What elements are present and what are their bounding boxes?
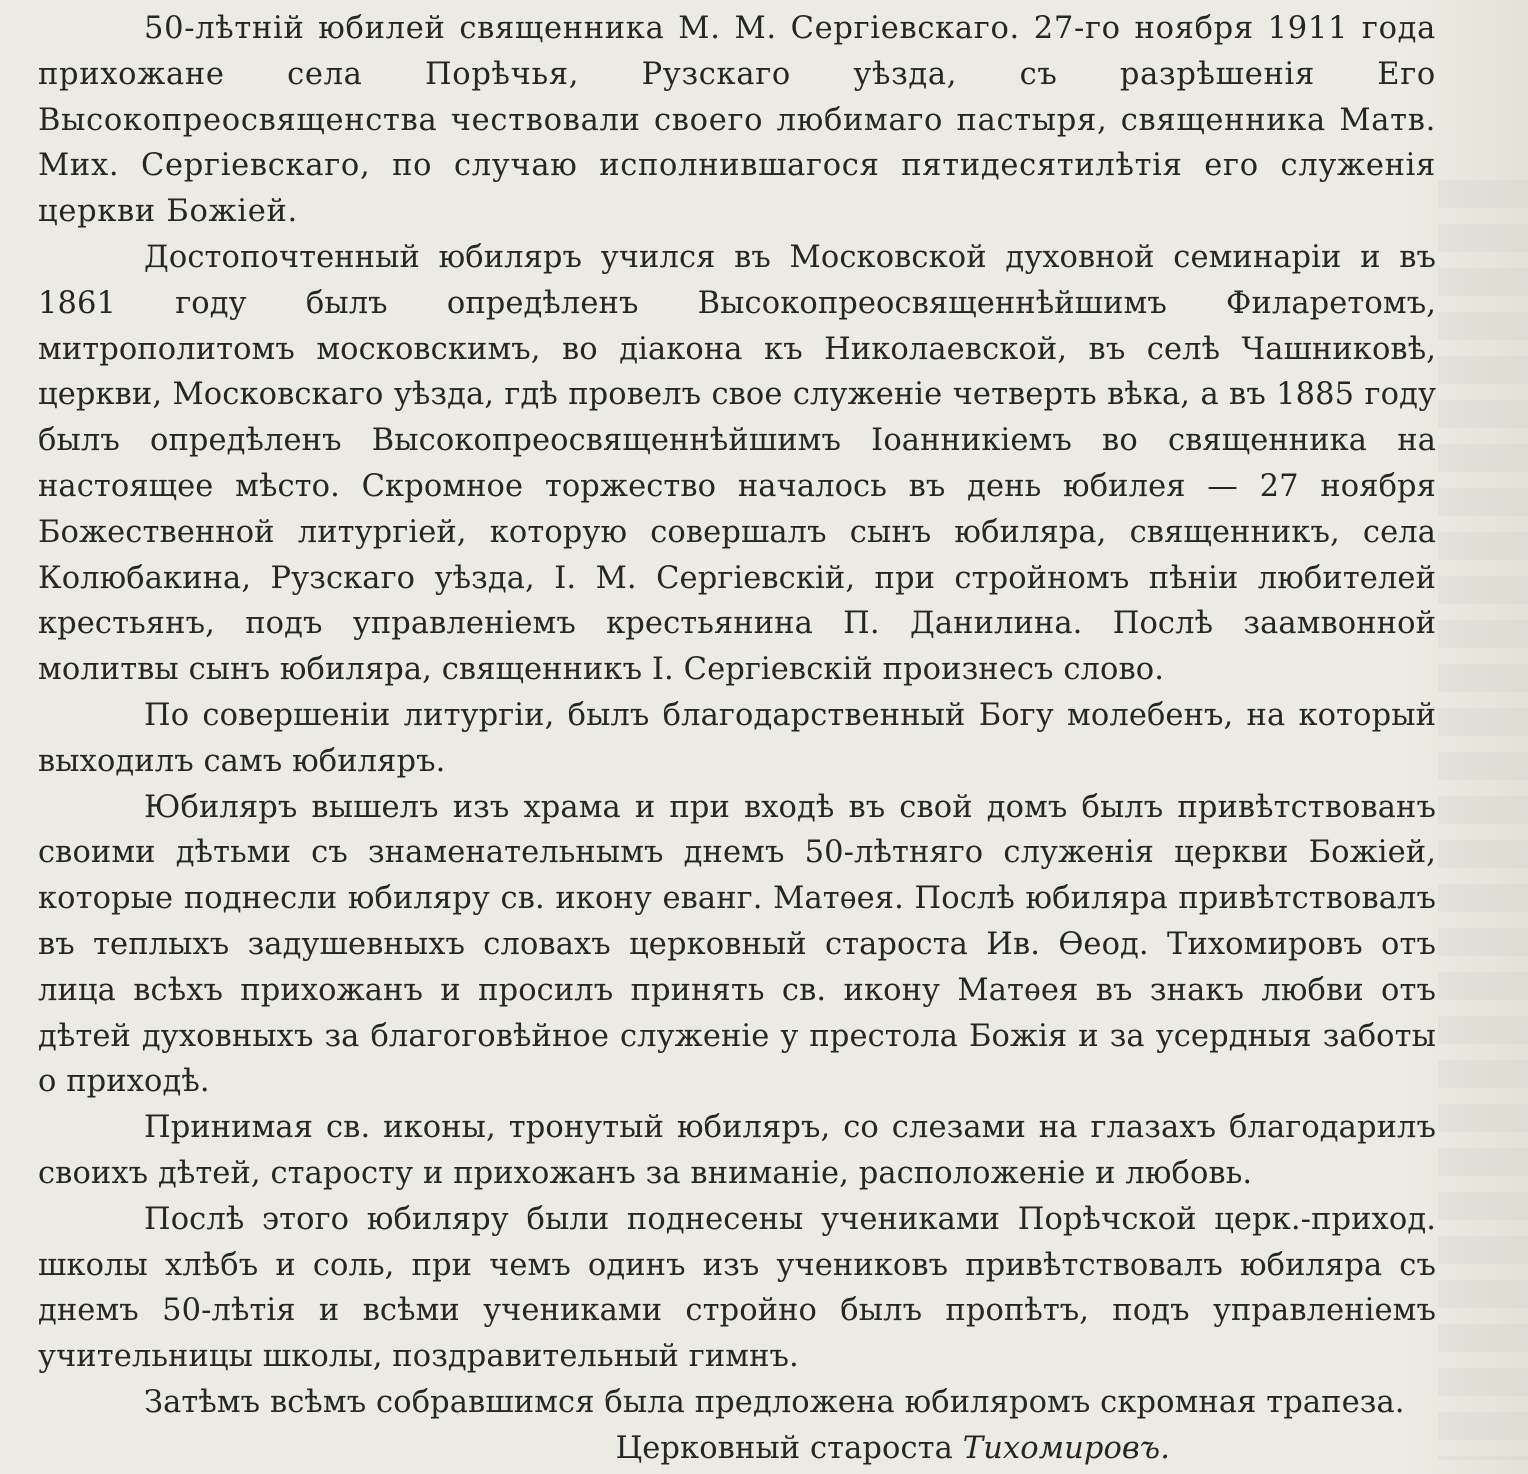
next-line-fragment: [38, 1458, 1436, 1474]
article-text: [38, 6, 1436, 1472]
article-paragraph-headline: 50-лѣтній юбилей священника М. М. Сергіевскаго. 27-го ноября 1911 года прихожане села Порѣчья, Рузскаго уѣзда, съ разрѣшенія Его Высокопреосвященства чествовали своего любимаго пастыря, священника Матв. Мих. Сергіевскаго, по случаю исполнившагося пятидесятилѣтія его служенія церкви Божіей.: [38, 11, 1436, 230]
signature-title: Церковный староста: [615, 1430, 953, 1466]
article-paragraph: Юбиляръ вышелъ изъ храма и при входѣ въ свой домъ былъ привѣтствованъ своими дѣтьми съ знаменательнымъ днемъ 50-лѣтняго служенія церкви Божіей, которые поднесли юбиляру св. икону еванг. Матѳея. Послѣ юбиляра привѣтствовалъ въ теплыхъ задушевныхъ словахъ церковный староста Ив. Ѳеод. Тихомировъ отъ лица всѣхъ прихожанъ и просилъ принять св. икону Матѳея въ знакъ любви отъ дѣтей духовныхъ за благоговѣйное служеніе у престола Божія и за усердныя заботы о приходѣ.: [38, 789, 1436, 1100]
article-paragraph: Принимая св. иконы, тронутый юбиляръ, со слезами на глазахъ благодарилъ своихъ дѣтей, старосту и прихожанъ за вниманіе, расположеніе и любовь.: [38, 1110, 1436, 1191]
facing-page-bleed-through: [1438, 180, 1528, 1460]
article-paragraph: Затѣмъ всѣмъ собравшимся была предложена юбиляромъ скромная трапеза.: [144, 1384, 1405, 1420]
article-paragraph: Послѣ этого юбиляру были поднесены учениками Порѣчской церк.-приход. школы хлѣбъ и соль, при чемъ одинъ изъ учениковъ привѣтствовалъ юбиляра съ днемъ 50-лѣтія и всѣми учениками стройно былъ пропѣтъ, подъ управленіемъ учительницы школы, поздравительный гимнъ.: [38, 1201, 1436, 1375]
article-paragraph: По совершеніи литургіи, былъ благодарственный Богу молебенъ, на который выходилъ самъ юбиляръ.: [38, 697, 1436, 779]
signature-name: Тихомировъ.: [962, 1430, 1170, 1466]
article-paragraph: Достопочтенный юбиляръ учился въ Московской духовной семинаріи и въ 1861 году былъ опредѣленъ Высокопреосвященнѣйшимъ Филаретомъ, митрополитомъ московскимъ, во діакона къ Николаевской, въ селѣ Чашниковѣ, церкви, Московскаго уѣзда, гдѣ провелъ свое служеніе четверть вѣка, а въ 1885 году былъ опредѣленъ Высокопреосвященнѣйшимъ Іоанникіемъ во священника на настоящее мѣсто. Скромное торжество началось въ день юбилея — 27 ноября Божественной литургіей, которую совершалъ сынъ юбиляра, священникъ, села Колюбакина, Рузскаго уѣзда, І. М. Сергіевскій, при стройномъ пѣніи любителей крестьянъ, подъ управленіемъ крестьянина П. Данилина. Послѣ заамвонной молитвы сынъ юбиляра, священникъ І. Сергіевскій произнесъ слово.: [38, 239, 1436, 688]
